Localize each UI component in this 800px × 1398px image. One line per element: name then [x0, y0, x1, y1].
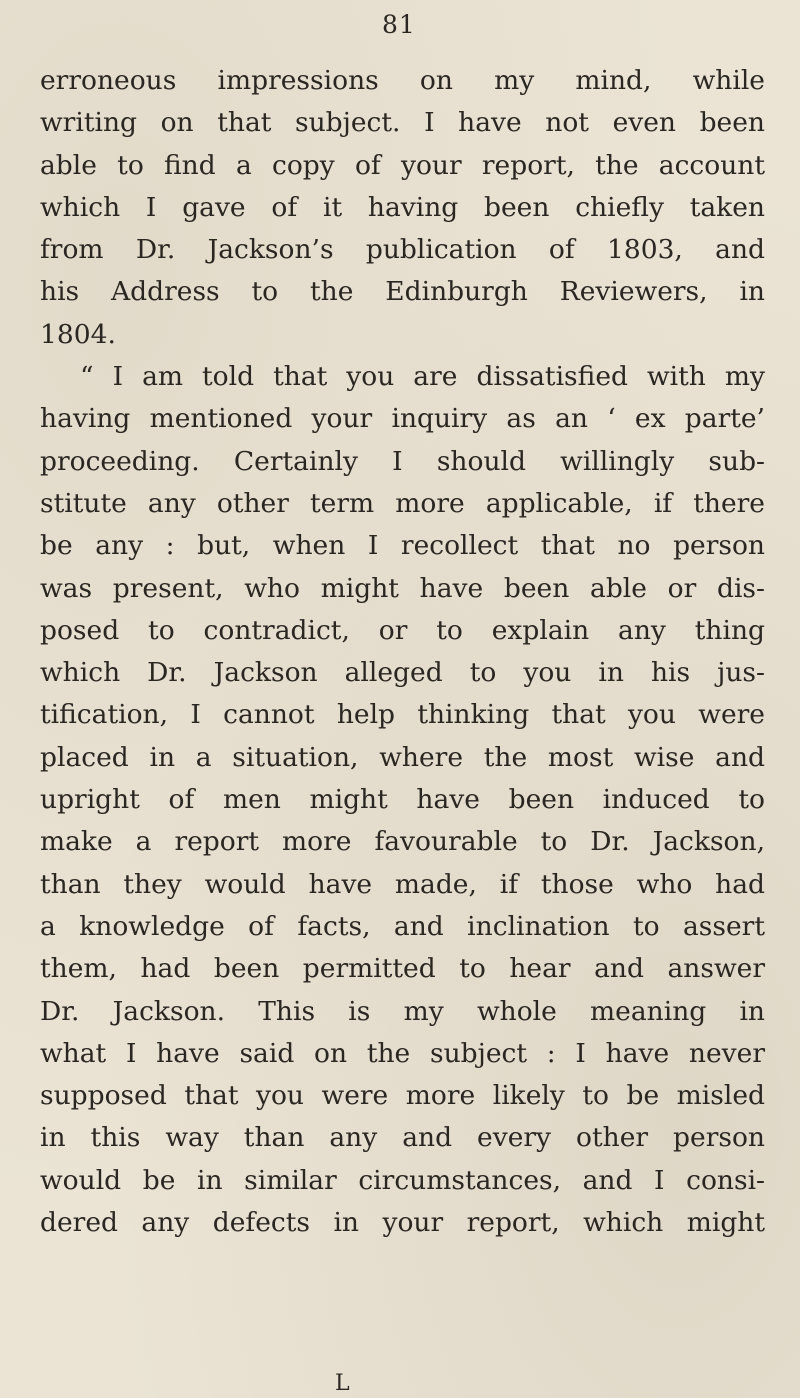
- text-line: upright of men might have been induced to: [40, 784, 765, 816]
- text-line: “ I am told that you are dissatisfied with my: [80, 361, 765, 393]
- text-line: what I have said on the subject : I have never: [40, 1037, 765, 1069]
- text-line: erroneous impressions on my mind, while: [40, 65, 765, 96]
- text-line: which Dr. Jackson alleged to you in his jus-: [40, 657, 765, 689]
- text-line: his Address to the Edinburgh Reviewers, in: [40, 276, 765, 308]
- text-line: make a report more favourable to Dr. Jackson,: [40, 826, 765, 858]
- text-line: a knowledge of facts, and inclination to assert: [40, 910, 765, 942]
- text-line: was present, who might have been able or dis-: [40, 572, 765, 604]
- page-number: 81: [382, 10, 416, 39]
- text-line: proceeding. Certainly I should willingly sub-: [40, 445, 765, 477]
- text-line: posed to contradict, or to explain any thing: [40, 614, 765, 646]
- text-line: which I gave of it having been chiefly taken: [40, 191, 765, 223]
- signature-mark: L: [335, 1371, 350, 1396]
- text-line: be any : but, when I recollect that no person: [40, 530, 765, 562]
- text-line: them, had been permitted to hear and answer: [40, 953, 765, 985]
- text-line: having mentioned your inquiry as an ‘ ex parte’: [40, 403, 765, 435]
- text-line: from Dr. Jackson’s publication of 1803, and: [40, 234, 765, 266]
- text-line: supposed that you were more likely to be misled: [40, 1080, 765, 1112]
- text-line: Dr. Jackson. This is my whole meaning in: [40, 995, 765, 1027]
- text-line: writing on that subject. I have not even been: [40, 107, 765, 139]
- text-line: tification, I cannot help thinking that you were: [40, 699, 765, 731]
- text-line: dered any defects in your report, which might: [40, 1207, 765, 1239]
- text-line: placed in a situation, where the most wise and: [40, 741, 765, 773]
- text-line: in this way than any and every other person: [40, 1122, 765, 1154]
- text-line: would be in similar circumstances, and I consi-: [40, 1164, 765, 1196]
- text-line: able to find a copy of your report, the account: [40, 149, 765, 181]
- text-line: 1804.: [40, 318, 116, 350]
- text-line: than they would have made, if those who had: [40, 868, 765, 900]
- body-text: [40, 60, 765, 1244]
- text-line: stitute any other term more applicable, if there: [40, 487, 765, 519]
